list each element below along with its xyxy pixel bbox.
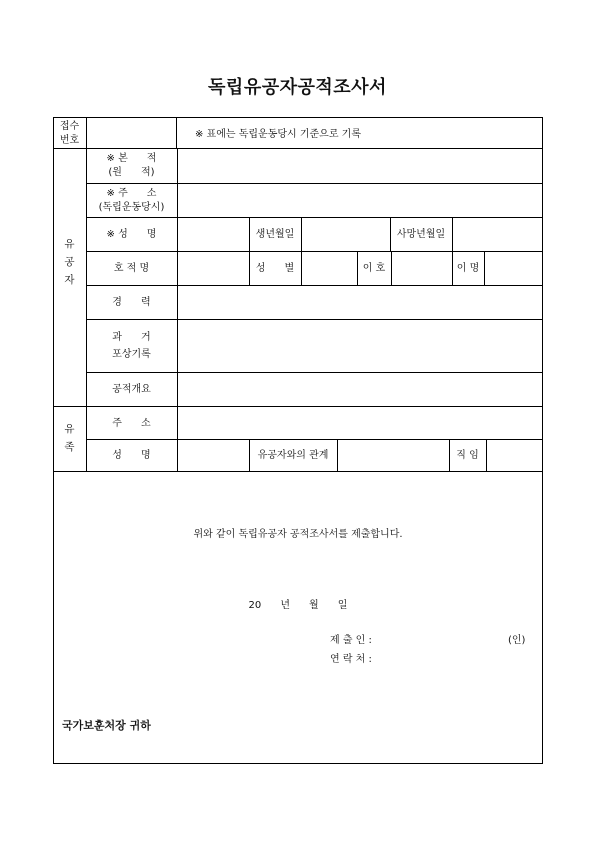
column-divider [301,217,302,285]
receipt-label: 번호 [59,135,80,146]
form-note: ※ 표에는 독립운동당시 기준으로 기록 [195,129,361,140]
registered-name-label: 호 적 명 [113,263,150,274]
birth-date-label: 생년월일 [255,229,295,240]
merit-summary-label: 공적개요 [112,384,151,395]
career-label: 경 력 [112,297,151,308]
column-divider [177,148,178,471]
contact-label: 연 락 처 : [330,654,372,665]
other-name-label: 이 명 [456,263,480,274]
row-divider [86,319,543,320]
sex-label: 성 별 [255,263,295,274]
column-divider [391,251,392,285]
family-section-label: 유 족 [64,423,75,453]
relation-label: 유공자와의 관계 [257,450,329,461]
column-divider [484,251,485,285]
name-label: ※ 성 명 [106,229,157,240]
column-divider [486,439,487,471]
position-label: 직 임 [456,450,479,461]
past-award-sub-label: 포상기록 [112,349,151,360]
receipt-label: 접수 [59,121,80,132]
row-divider [86,372,543,373]
row-divider [53,471,543,472]
origin-label: ※ 본 적 [106,153,157,164]
seal-mark: (인) [508,635,526,646]
addressee: 국가보훈처장 귀하 [62,719,151,732]
row-divider [86,251,543,252]
date-line: 20 년 월 일 [248,600,348,611]
column-divider [176,117,177,149]
address-sub-label: (독립운동당시) [98,202,165,213]
address-label: ※ 주 소 [106,188,157,199]
past-award-label: 과 거 [112,332,151,343]
merit-holder-section-label: 유 공 자 [64,238,75,286]
row-divider [53,406,543,407]
row-divider [86,285,543,286]
row-divider [86,183,543,184]
death-date-label: 사망년월일 [396,229,446,240]
row-divider [53,148,543,149]
pen-name-label: 이 호 [362,263,386,274]
family-name-label: 성 명 [112,450,151,461]
row-divider [86,217,543,218]
survey-form-table [53,117,543,764]
origin-sub-label: (원 적) [108,167,155,178]
declaration-text: 위와 같이 독립유공자 공적조사서를 제출합니다. [193,529,403,540]
submitter-label: 제 출 인 : [330,635,372,646]
family-address-label: 주 소 [112,418,151,429]
document-title: 독립유공자공적조사서 [208,77,387,98]
column-divider [337,439,338,471]
row-divider [86,439,543,440]
